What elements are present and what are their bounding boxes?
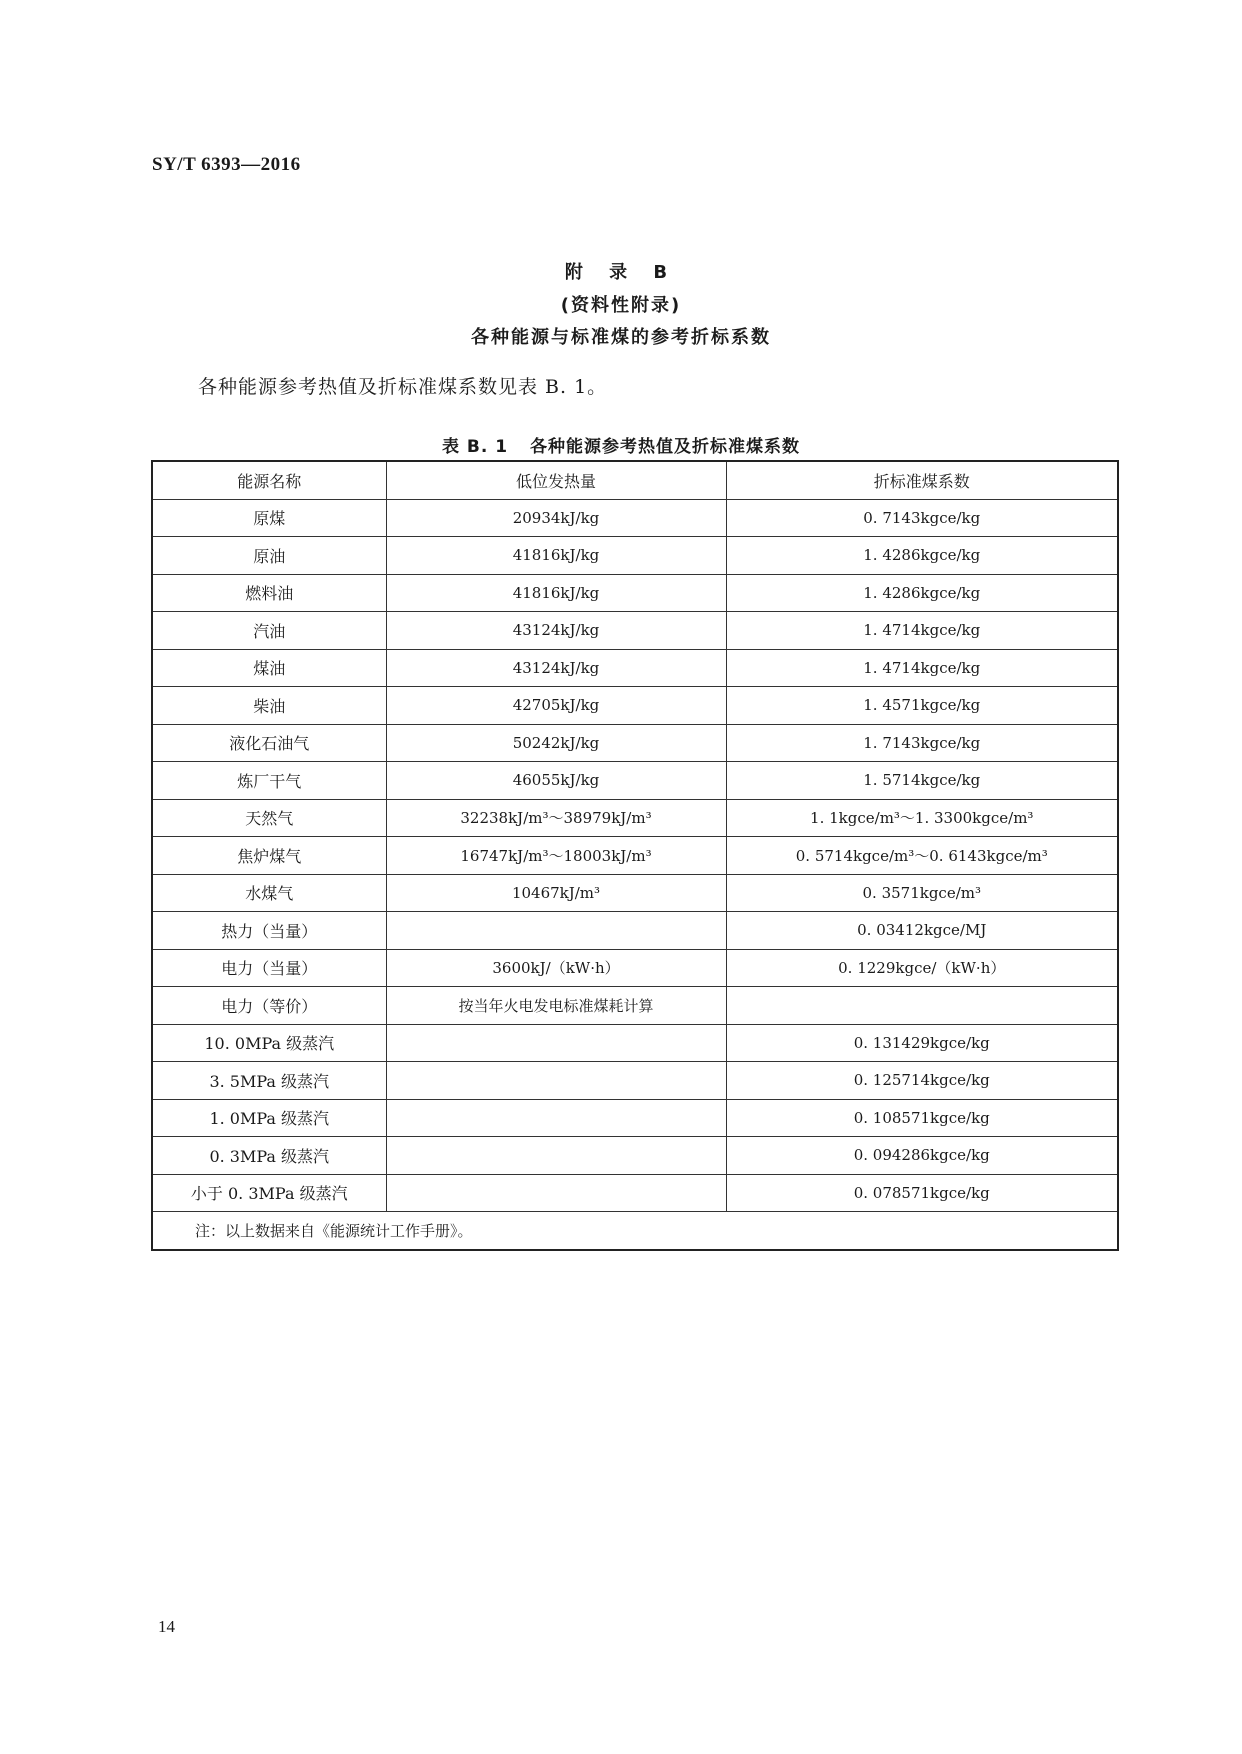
coefficient-cell: 0. 3571kgce/m³ xyxy=(726,874,1118,912)
coefficient-cell: 1. 1kgce/m³～1. 3300kgce/m³ xyxy=(726,799,1118,837)
energy-name-cell: 电力（当量） xyxy=(152,949,386,987)
heating-value-cell: 32238kJ/m³～38979kJ/m³ xyxy=(386,799,726,837)
table-note: 注：以上数据来自《能源统计工作手册》。 xyxy=(152,1212,1118,1250)
coefficient-cell: 1. 4714kgce/kg xyxy=(726,649,1118,687)
heating-value-cell: 按当年火电发电标准煤耗计算 xyxy=(386,987,726,1025)
document-code: SY/T 6393—2016 xyxy=(152,154,301,175)
table-row xyxy=(152,837,1118,875)
energy-name-cell: 10. 0MPa 级蒸汽 xyxy=(152,1024,386,1062)
heating-value-cell: 41816kJ/kg xyxy=(386,537,726,575)
energy-name-cell: 燃料油 xyxy=(152,574,386,612)
heating-value-cell xyxy=(386,1174,726,1212)
heating-value-cell xyxy=(386,1099,726,1137)
table-row xyxy=(152,649,1118,687)
table-caption xyxy=(0,432,1242,457)
column-header: 低位发热量 xyxy=(386,461,726,499)
energy-name-cell: 原煤 xyxy=(152,499,386,537)
heating-value-cell xyxy=(386,1024,726,1062)
energy-name-cell: 液化石油气 xyxy=(152,724,386,762)
coefficient-cell: 0. 094286kgce/kg xyxy=(726,1137,1118,1175)
energy-coefficient-table xyxy=(151,460,1119,1251)
coefficient-cell: 0. 7143kgce/kg xyxy=(726,499,1118,537)
appendix-type: (资料性附录) xyxy=(560,295,682,316)
column-header: 折标准煤系数 xyxy=(726,461,1118,499)
heating-value-cell: 3600kJ/（kW·h） xyxy=(386,949,726,987)
coefficient-cell: 1. 4286kgce/kg xyxy=(726,537,1118,575)
energy-name-cell: 炼厂干气 xyxy=(152,762,386,800)
coefficient-cell: 0. 03412kgce/MJ xyxy=(726,912,1118,950)
table-row xyxy=(152,499,1118,537)
coefficient-cell: 1. 4286kgce/kg xyxy=(726,574,1118,612)
table-row xyxy=(152,1099,1118,1137)
page-number: 14 xyxy=(158,1617,175,1636)
energy-name-cell: 0. 3MPa 级蒸汽 xyxy=(152,1137,386,1175)
energy-name-cell: 煤油 xyxy=(152,649,386,687)
appendix-title: 各种能源与标准煤的参考折标系数 xyxy=(471,327,771,348)
table-row xyxy=(152,724,1118,762)
heating-value-cell: 43124kJ/kg xyxy=(386,612,726,650)
table-row xyxy=(152,874,1118,912)
table-header-row xyxy=(152,461,1118,499)
energy-name-cell: 焦炉煤气 xyxy=(152,837,386,875)
energy-name-cell: 天然气 xyxy=(152,799,386,837)
coefficient-cell: 0. 131429kgce/kg xyxy=(726,1024,1118,1062)
heating-value-cell: 46055kJ/kg xyxy=(386,762,726,800)
table-row xyxy=(152,574,1118,612)
energy-name-cell: 热力（当量） xyxy=(152,912,386,950)
heating-value-cell: 43124kJ/kg xyxy=(386,649,726,687)
table-row xyxy=(152,537,1118,575)
coefficient-cell: 1. 4714kgce/kg xyxy=(726,612,1118,650)
table-caption-title: 各种能源参考热值及折标准煤系数 xyxy=(530,437,801,457)
intro-paragraph: 各种能源参考热值及折标准煤系数见表 B. 1。 xyxy=(198,376,608,398)
coefficient-cell: 1. 5714kgce/kg xyxy=(726,762,1118,800)
heating-value-cell xyxy=(386,1137,726,1175)
heating-value-cell: 10467kJ/m³ xyxy=(386,874,726,912)
energy-name-cell: 3. 5MPa 级蒸汽 xyxy=(152,1062,386,1100)
table-row xyxy=(152,987,1118,1025)
table-note-row xyxy=(152,1212,1118,1250)
heating-value-cell xyxy=(386,912,726,950)
column-header: 能源名称 xyxy=(152,461,386,499)
energy-name-cell: 柴油 xyxy=(152,687,386,725)
table-row xyxy=(152,1062,1118,1100)
heating-value-cell: 41816kJ/kg xyxy=(386,574,726,612)
energy-name-cell: 1. 0MPa 级蒸汽 xyxy=(152,1099,386,1137)
table-row xyxy=(152,687,1118,725)
energy-name-cell: 水煤气 xyxy=(152,874,386,912)
table-caption-number: 表 B. 1 xyxy=(441,437,509,457)
table-row xyxy=(152,1024,1118,1062)
coefficient-cell: 0. 078571kgce/kg xyxy=(726,1174,1118,1212)
heating-value-cell: 16747kJ/m³～18003kJ/m³ xyxy=(386,837,726,875)
appendix-label: 附 录 B xyxy=(564,262,678,283)
coefficient-cell: 0. 108571kgce/kg xyxy=(726,1099,1118,1137)
table-body xyxy=(152,461,1118,1250)
table-row xyxy=(152,1137,1118,1175)
coefficient-cell xyxy=(726,987,1118,1025)
table-row xyxy=(152,799,1118,837)
table-row xyxy=(152,762,1118,800)
table-row xyxy=(152,1174,1118,1212)
energy-name-cell: 电力（等价） xyxy=(152,987,386,1025)
heating-value-cell xyxy=(386,1062,726,1100)
heating-value-cell: 20934kJ/kg xyxy=(386,499,726,537)
table-row xyxy=(152,912,1118,950)
coefficient-cell: 0. 1229kgce/（kW·h） xyxy=(726,949,1118,987)
table-row xyxy=(152,612,1118,650)
coefficient-cell: 0. 125714kgce/kg xyxy=(726,1062,1118,1100)
table-row xyxy=(152,949,1118,987)
energy-name-cell: 汽油 xyxy=(152,612,386,650)
energy-name-cell: 原油 xyxy=(152,537,386,575)
coefficient-cell: 0. 5714kgce/m³～0. 6143kgce/m³ xyxy=(726,837,1118,875)
heating-value-cell: 42705kJ/kg xyxy=(386,687,726,725)
coefficient-cell: 1. 7143kgce/kg xyxy=(726,724,1118,762)
coefficient-cell: 1. 4571kgce/kg xyxy=(726,687,1118,725)
heating-value-cell: 50242kJ/kg xyxy=(386,724,726,762)
energy-name-cell: 小于 0. 3MPa 级蒸汽 xyxy=(152,1174,386,1212)
